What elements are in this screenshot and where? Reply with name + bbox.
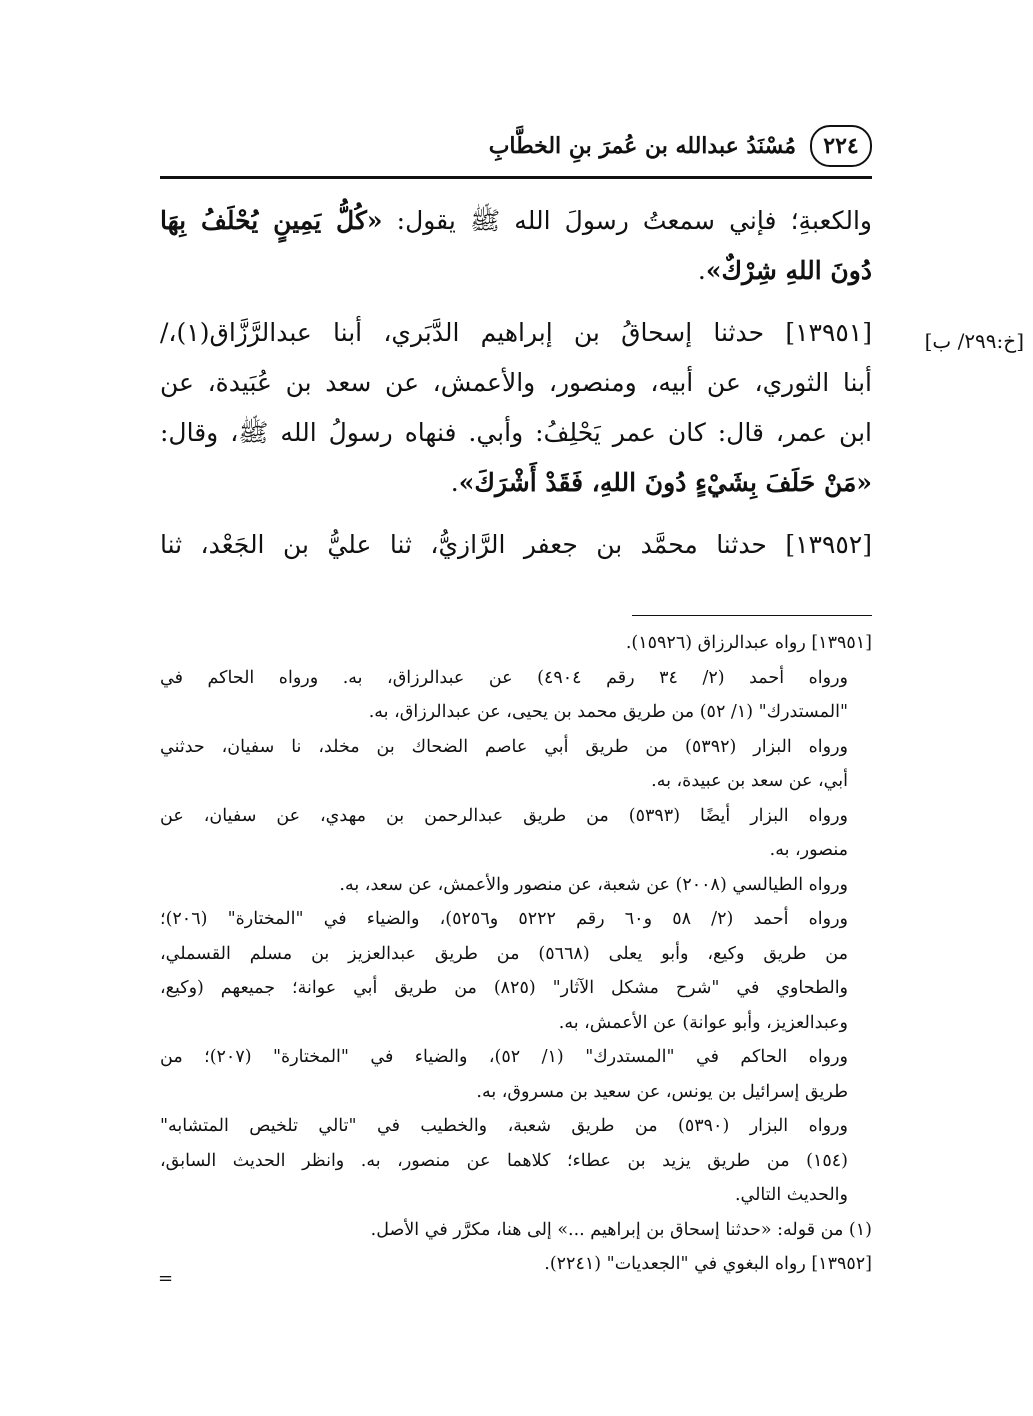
page-header — [160, 118, 872, 174]
footnote-line: والحديث التالي. — [734, 1185, 848, 1205]
footnote-line: أبي، عن سعد بن عبيدة، به. — [651, 771, 848, 791]
running-title: مُسْنَدُ عبدالله بن عُمرَ بنِ الخطَّابِ — [488, 133, 796, 159]
main-text — [160, 196, 872, 570]
header-rule — [160, 176, 872, 179]
hadith-quote: دُونَ اللهِ شِرْكٌ» — [705, 256, 872, 285]
footnote-line: ورواه البزار (٥٣٩٢) من طريق أبي عاصم الضحاك بن مخلد، نا سفيان، حدثني — [160, 736, 848, 757]
text-line: ابن عمر، قال: كان عمر يَحْلِفُ: وأبي. فنهاه رسولُ الله ﷺ، وقال: — [160, 418, 872, 447]
footnote-line: [١٣٩٥١] رواه عبدالرزاق (١٥٩٢٦). — [625, 633, 872, 653]
hadith-quote: «مَنْ حَلَفَ بِشَيْءٍ دُونَ اللهِ، فَقَدْ أَشْرَكَ» — [458, 468, 872, 497]
footnote-separator — [632, 615, 872, 616]
footnote-line: ورواه البزار (٥٣٩٠) من طريق شعبة، والخطيب في "تالي تلخيص المتشابه" — [160, 1116, 848, 1136]
continuation-mark: = — [158, 1268, 174, 1289]
footnote-line: (١٥٤) من طريق يزيد بن عطاء؛ كلاهما عن منصور، به. وانظر الحديث السابق، — [160, 1150, 848, 1171]
footnote-line: ورواه البزار أيضًا (٥٣٩٣) من طريق عبدالرحمن بن مهدي، عن سفيان، عن — [160, 805, 848, 826]
footnote-line: "المستدرك" (١/ ٥٢) من طريق محمد بن يحيى، عن عبدالرزاق، به. — [368, 702, 848, 722]
footnote-line: طريق إسرائيل بن يونس، عن سعيد بن مسروق، به. — [476, 1081, 848, 1102]
footnote-line: وعبدالعزيز، وأبو عوانة) عن الأعمش، به. — [558, 1012, 848, 1033]
footnote-line: (١) من قوله: «حدثنا إسحاق بن إبراهيم ...» إلى هنا، مكرَّر في الأصل. — [370, 1219, 872, 1240]
footnote-line: ورواه الحاكم في "المستدرك" (١/ ٥٢)، والضياء في "المختارة" (٢٠٧)؛ من — [160, 1047, 849, 1067]
text-line: والكعبةِ؛ فإني سمعتُ رسولَ الله ﷺ يقول: «كُلُّ يَمِينٍ يُحْلَفُ بِهَا — [160, 206, 873, 235]
text-line: [١٣٩٥٢] حدثنا محمَّد بن جعفر الرَّازيُّ، ثنا عليُّ بن الجَعْد، ثنا — [160, 530, 872, 559]
footnotes — [160, 626, 872, 1282]
text-line: [١٣٩٥١] حدثنا إسحاقُ بن إبراهيم الدَّبَري، أبنا عبدالرَّزَّاق(١)،/ — [160, 318, 872, 347]
footnote-line: منصور، به. — [769, 840, 848, 860]
footnote-line: ورواه أحمد (٢/ ٥٨ و٦٠ رقم ٥٢٢٢ و٥٢٥٦)، والضياء في "المختارة" (٢٠٦)؛ — [160, 909, 849, 929]
footnote-line: [١٣٩٥٢] رواه البغوي في "الجعديات" (٢٢٤١). — [544, 1254, 872, 1274]
text-line: أبنا الثوري، عن أبيه، ومنصور، والأعمش، عن سعد بن عُبَيدة، عن — [160, 368, 872, 397]
manuscript-margin-note: [خ:٢٩٩/ ب] — [924, 329, 1024, 353]
hadith-quote: «كُلُّ يَمِينٍ يُحْلَفُ بِهَا — [160, 206, 383, 235]
text-line: دُونَ اللهِ شِرْكٌ». — [697, 256, 872, 285]
footnote-line: ورواه أحمد (٢/ ٣٤ رقم ٤٩٠٤) عن عبدالرزاق، به. ورواه الحاكم في — [160, 667, 848, 688]
footnote-line: ورواه الطيالسي (٢٠٠٨) عن شعبة، عن منصور والأعمش، عن سعد، به. — [339, 874, 848, 895]
footnote-line: من طريق وكيع، وأبو يعلى (٥٦٦٨) من طريق عبدالعزيز بن مسلم القسملي، — [160, 943, 848, 964]
text-line: «مَنْ حَلَفَ بِشَيْءٍ دُونَ اللهِ، فَقَدْ أَشْرَكَ». — [450, 468, 872, 497]
page-number: ٢٢٤ — [810, 125, 872, 167]
footnote-line: والطحاوي في "شرح مشكل الآثار" (٨٢٥) من طريق أبي عوانة؛ جميعهم (وكيع، — [160, 978, 849, 998]
